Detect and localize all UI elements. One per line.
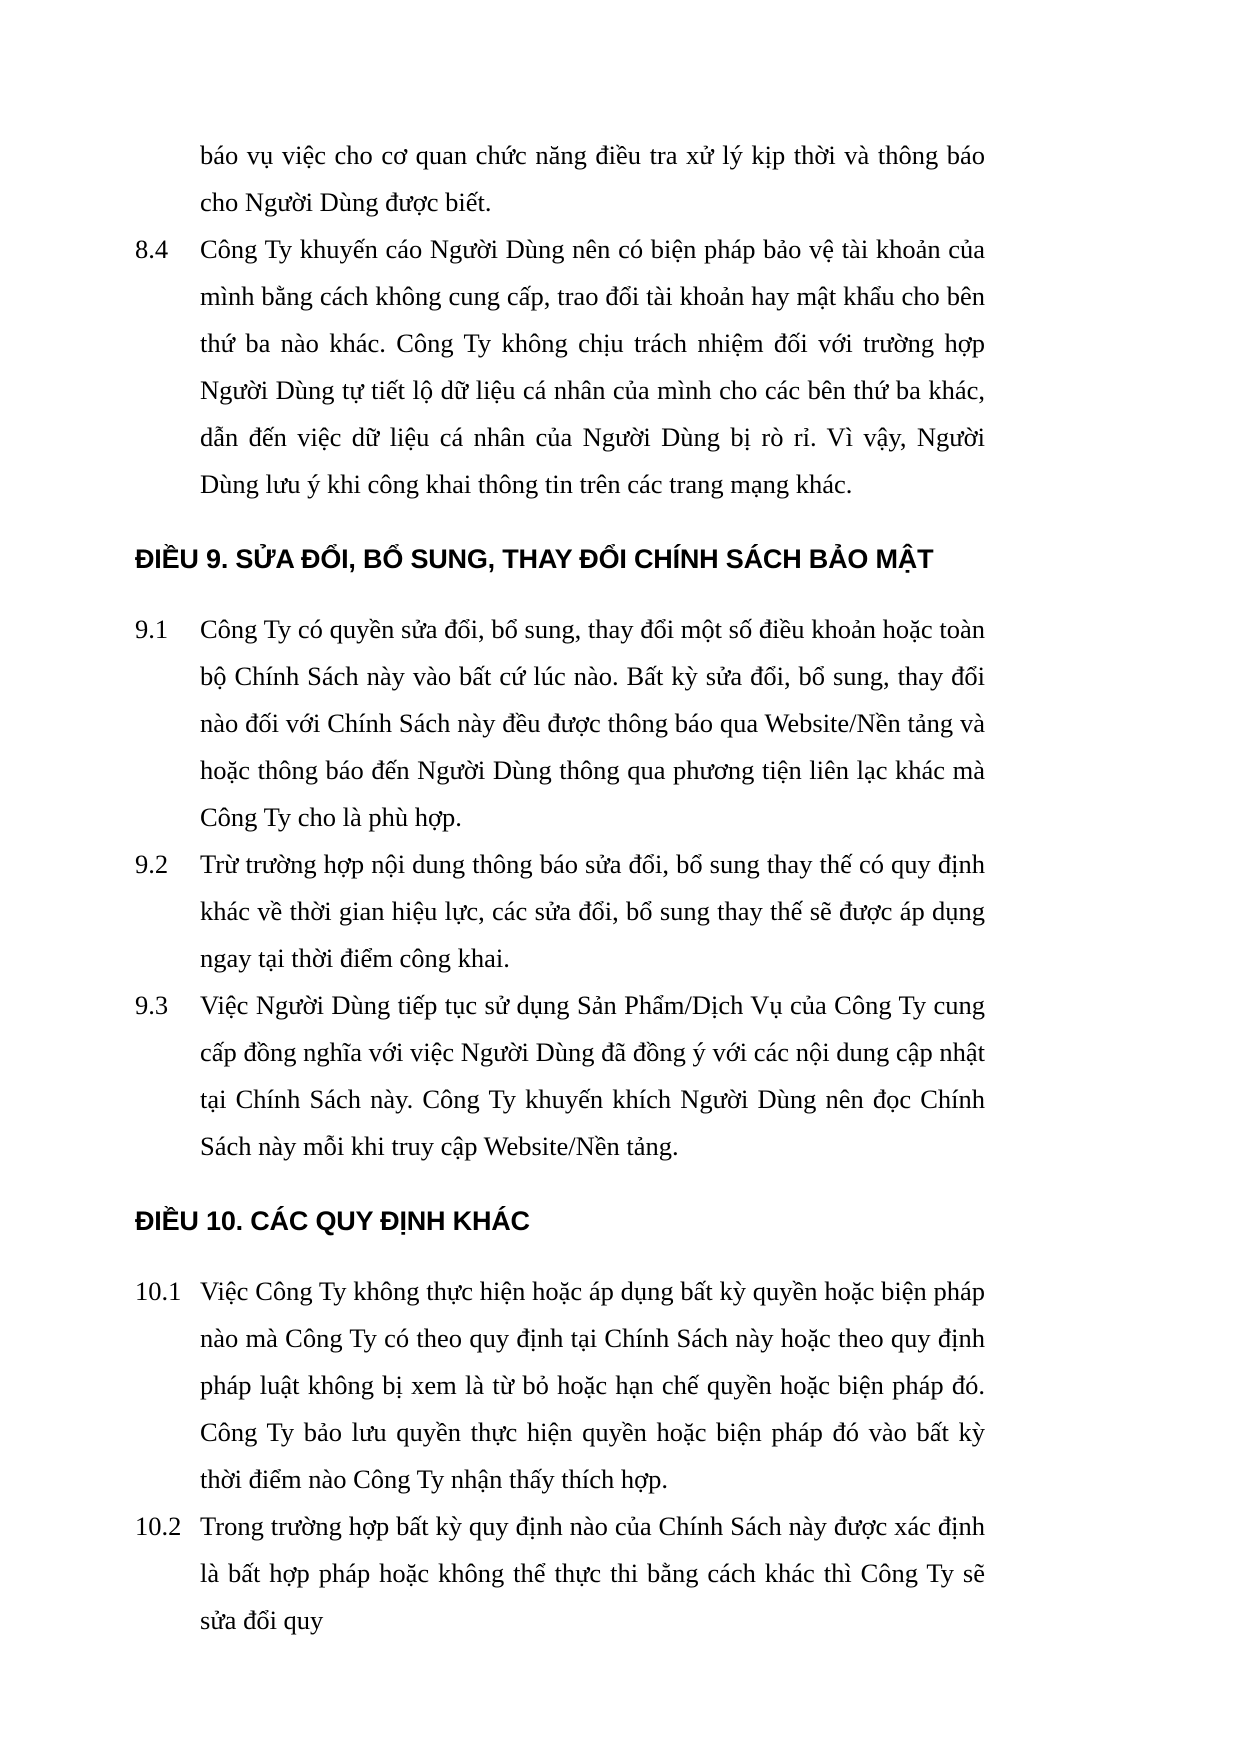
clause-text: Công Ty khuyến cáo Người Dùng nên có biện pháp bảo vệ tài khoản của mình bằng cách không cung cấp, trao đổi tài khoản hay mật khẩu cho bên thứ ba nào khác. Công Ty không chịu trách nhiệm đối với trường hợp Người Dùng tự tiết lộ dữ liệu cá nhân của mình cho các bên thứ ba khác, dẫn đến việc dữ liệu cá nhân của Người Dùng bị rò rỉ. Vì vậy, Người Dùng lưu ý khi công khai thông tin trên các trang mạng khác. bbox=[200, 234, 985, 499]
clause-number: 9.3 bbox=[135, 990, 169, 1020]
spacer bbox=[135, 508, 985, 539]
clause-8-4-intro-continued bbox=[135, 132, 985, 226]
clause-text: Việc Công Ty không thực hiện hoặc áp dụng bất kỳ quyền hoặc biện pháp nào mà Công Ty có theo quy định tại Chính Sách này hoặc theo quy định pháp luật không bị xem là từ bỏ hoặc hạn chế quyền hoặc biện pháp đó. Công Ty bảo lưu quyền thực hiện quyền hoặc biện pháp đó vào bất kỳ thời điểm nào Công Ty nhận thấy thích hợp. bbox=[200, 1276, 985, 1494]
clause-number: 10.2 bbox=[135, 1511, 182, 1541]
clause-number: 10.1 bbox=[135, 1276, 182, 1306]
clause-9-2 bbox=[135, 841, 985, 982]
spacer bbox=[135, 579, 985, 606]
clause-9-1 bbox=[135, 606, 985, 841]
clause-number: 8.4 bbox=[135, 234, 169, 264]
clause-9-3 bbox=[135, 982, 985, 1170]
clause-text: Trong trường hợp bất kỳ quy định nào của Chính Sách này được xác định là bất hợp pháp hoặc không thể thực thi bằng cách khác thì Công Ty sẽ sửa đổi quy bbox=[200, 1511, 985, 1635]
clause-text: báo vụ việc cho cơ quan chức năng điều tra xử lý kịp thời và thông báo cho Người Dùng được biết. bbox=[200, 140, 985, 217]
clause-number: 9.2 bbox=[135, 849, 169, 879]
spacer bbox=[135, 1170, 985, 1201]
clause-8-4 bbox=[135, 226, 985, 508]
document-content bbox=[135, 132, 985, 1644]
clause-text: Công Ty có quyền sửa đổi, bổ sung, thay đổi một số điều khoản hoặc toàn bộ Chính Sách này vào bất cứ lúc nào. Bất kỳ sửa đổi, bổ sung, thay đổi nào đối với Chính Sách này đều được thông báo qua Website/Nền tảng và hoặc thông báo đến Người Dùng thông qua phương tiện liên lạc khác mà Công Ty cho là phù hợp. bbox=[200, 614, 985, 832]
clause-text: Trừ trường hợp nội dung thông báo sửa đổi, bổ sung thay thế có quy định khác về thời gian hiệu lực, các sửa đổi, bổ sung thay thế sẽ được áp dụng ngay tại thời điểm công khai. bbox=[200, 849, 985, 973]
heading-dieu-9: ĐIỀU 9. SỬA ĐỔI, BỔ SUNG, THAY ĐỔI CHÍNH SÁCH BẢO MẬT bbox=[135, 544, 934, 574]
clause-text: Việc Người Dùng tiếp tục sử dụng Sản Phẩm/Dịch Vụ của Công Ty cung cấp đồng nghĩa với việc Người Dùng đã đồng ý với các nội dung cập nhật tại Chính Sách này. Công Ty khuyến khích Người Dùng nên đọc Chính Sách này mỗi khi truy cập Website/Nền tảng. bbox=[200, 990, 985, 1161]
clause-10-2 bbox=[135, 1503, 985, 1644]
clause-10-1 bbox=[135, 1268, 985, 1503]
spacer bbox=[135, 1241, 985, 1268]
clause-number: 9.1 bbox=[135, 614, 169, 644]
heading-dieu-10: ĐIỀU 10. CÁC QUY ĐỊNH KHÁC bbox=[135, 1206, 530, 1236]
